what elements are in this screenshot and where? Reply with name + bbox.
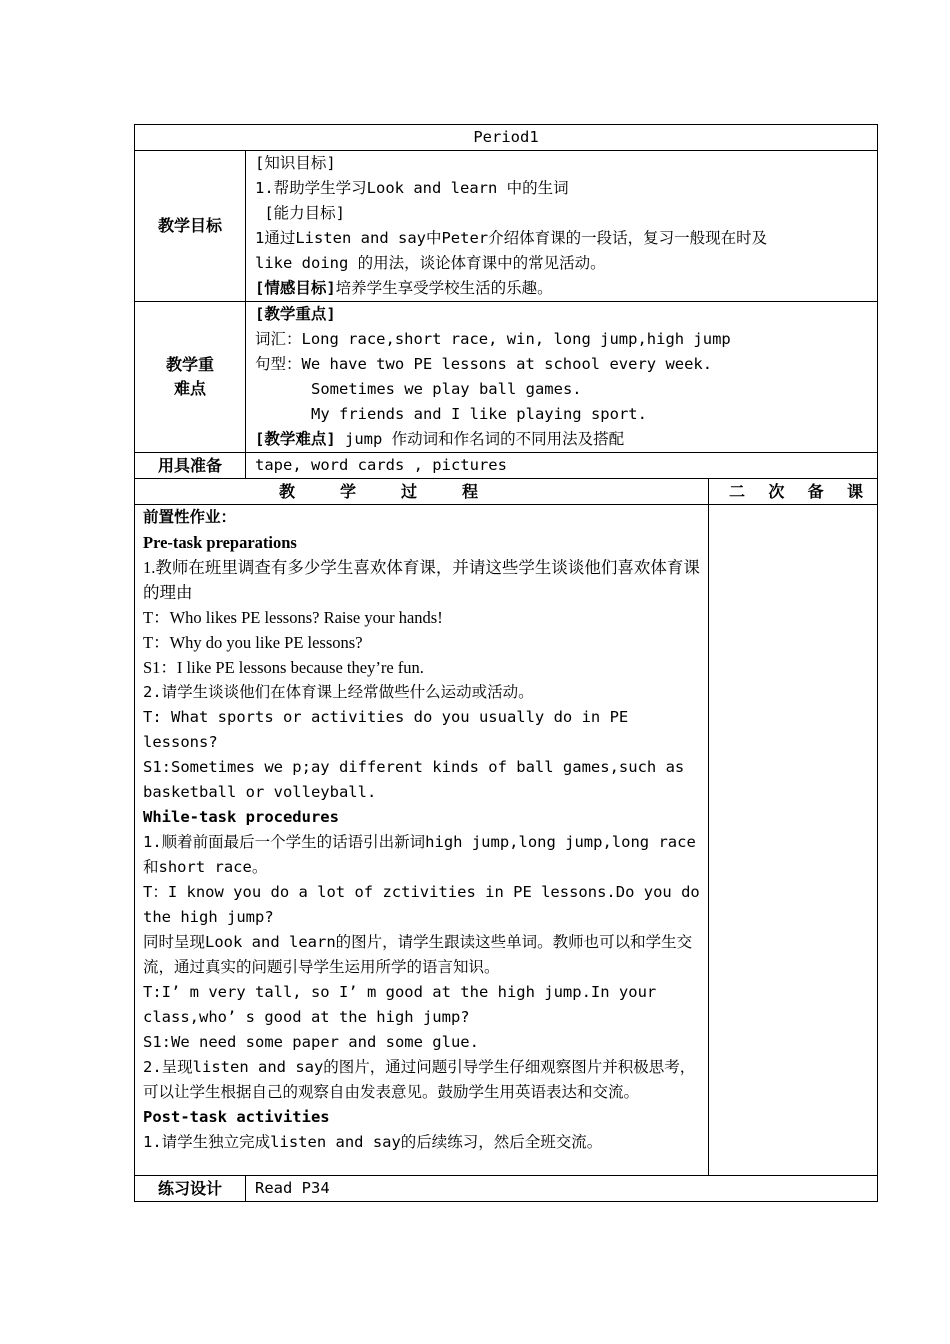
pre-task-student2: S1:Sometimes we p;ay different kinds of ball games,such as basketball or volleyball. — [143, 758, 685, 801]
period-title: Period1 — [135, 125, 878, 151]
process-header-right — [709, 479, 878, 505]
process-header-char1: 教 — [279, 482, 296, 501]
practice-label: 练习设计 — [135, 1176, 246, 1202]
title-row — [135, 125, 878, 151]
process-header-row — [135, 479, 878, 505]
emotion-text: 培养学生享受学校生活的乐趣。 — [335, 279, 553, 297]
pre-task-heading: Pre-task preparations — [143, 533, 297, 552]
while-task-item2: 同时呈现Look and learn的图片，请学生跟读这些单词。教师也可以和学生交流，通过真实的问题引导学生运用所学的语言知识。 — [143, 933, 693, 976]
while-task-heading: While-task procedures — [143, 808, 339, 826]
process-header-char2: 学 — [339, 482, 356, 501]
tools-text: tape, word cards , pictures — [246, 453, 878, 479]
process-header-left — [135, 479, 709, 505]
pattern-line1: 句型：We have two PE lessons at school every week. — [255, 355, 713, 373]
focus-heading: [教学重点] — [255, 305, 336, 323]
objectives-content — [246, 151, 878, 302]
while-task-item1: 1.顺着前面最后一个学生的话语引出新词high jump,long jump,long race和short race。 — [143, 833, 696, 876]
pre-task-teacher1: T：Who likes PE lessons? Raise your hands! — [143, 608, 443, 627]
process-header-char3: 过 — [400, 482, 417, 501]
practice-text: Read P34 — [246, 1176, 878, 1202]
post-task-heading: Post-task activities — [143, 1108, 330, 1126]
pattern-line2: Sometimes we play ball games. — [255, 380, 582, 398]
while-task-teacher2: T:I’ m very tall, so I’ m good at the high jump.In your class,who’ s good at the high jump? — [143, 983, 657, 1026]
ability-heading: [能力目标] — [255, 204, 345, 222]
emotion-line — [255, 276, 877, 301]
tools-row — [135, 453, 878, 479]
objectives-row — [135, 151, 878, 302]
difficulty-heading: [教学难点] — [255, 430, 336, 448]
difficulty-line — [255, 427, 877, 452]
lesson-plan-table — [134, 124, 878, 1202]
ability-item-line2: like doing 的用法，谈论体育课中的常见活动。 — [255, 254, 606, 272]
lesson-plan-document — [134, 124, 877, 1202]
second-prep-char3: 备 — [807, 482, 824, 501]
practice-row — [135, 1176, 878, 1202]
difficulty-text: jump 作动词和作名词的不同用法及搭配 — [335, 430, 625, 448]
knowledge-heading: [知识目标] — [255, 154, 336, 172]
pre-task-item2: 2.请学生谈谈他们在体育课上经常做些什么运动或活动。 — [143, 683, 534, 701]
keypoints-content — [246, 302, 878, 453]
pre-homework-heading: 前置性作业： — [143, 508, 237, 526]
objectives-label: 教学目标 — [135, 151, 246, 302]
pre-task-item1: 1.教师在班里调查有多少学生喜欢体育课，并请这些学生谈谈他们喜欢体育课的理由 — [143, 558, 700, 602]
knowledge-item: 1.帮助学生学习Look and learn 中的生词 — [255, 179, 569, 197]
post-task-item1: 1.请学生独立完成listen and say的后续练习，然后全班交流。 — [143, 1133, 603, 1151]
process-row — [135, 505, 878, 1176]
second-prep-char2: 次 — [768, 482, 785, 501]
while-task-teacher1: T：I know you do a lot of zctivities in PE lessons.Do you do the high jump? — [143, 883, 700, 926]
keypoints-label-line2: 难点 — [173, 379, 206, 398]
pre-task-teacher2: T：Why do you like PE lessons? — [143, 633, 363, 652]
while-task-student1: S1:We need some paper and some glue. — [143, 1033, 479, 1051]
ability-item-line1: 1通过Listen and say中Peter介绍体育课的一段话，复习一般现在时及 — [255, 229, 768, 247]
pre-task-student1: S1：I like PE lessons because they’re fun. — [143, 658, 424, 677]
tools-label: 用具准备 — [135, 453, 246, 479]
pattern-line3: My friends and I like playing sport. — [255, 405, 647, 423]
vocab-line: 词汇：Long race,short race, win, long jump,high jump — [255, 330, 731, 348]
process-content — [135, 505, 709, 1176]
keypoints-label-line1: 教学重 — [165, 355, 214, 374]
keypoints-label — [135, 302, 246, 453]
pre-task-teacher3: T: What sports or activities do you usually do in PE lessons? — [143, 708, 629, 751]
second-prep-column — [709, 505, 878, 1176]
process-header-char4: 程 — [461, 482, 478, 501]
while-task-item3: 2.呈现listen and say的图片，通过问题引导学生仔细观察图片并积极思考，可以让学生根据自己的观察自由发表意见。鼓励学生用英语表达和交流。 — [143, 1058, 696, 1101]
keypoints-row — [135, 302, 878, 453]
second-prep-char4: 课 — [846, 482, 863, 501]
emotion-heading: [情感目标] — [255, 279, 336, 297]
second-prep-char1: 二 — [729, 482, 746, 501]
